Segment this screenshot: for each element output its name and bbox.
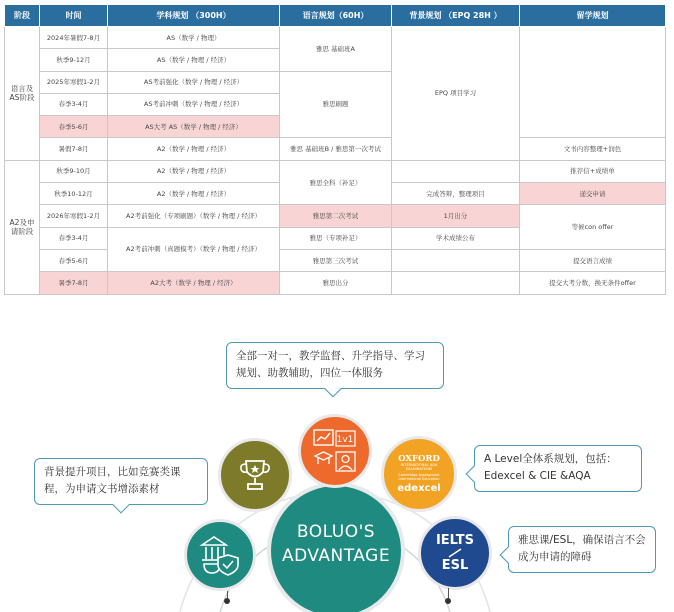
study-abroad-cell: 提交语言成绩 — [520, 249, 666, 271]
esl-label: ESL — [441, 558, 469, 573]
stage-cell: A2及申请阶段 — [5, 160, 40, 294]
background-cell: 学术成绩公布 — [392, 227, 520, 249]
time-cell: 2024年暑假7-8月 — [40, 27, 108, 49]
table-row — [5, 160, 666, 182]
time-cell: 春季5-6月 — [40, 116, 108, 138]
header-subject: 学科规划 （300H） — [108, 5, 280, 27]
table-header-row — [5, 5, 666, 27]
subject-cell: A2（数学 / 物理 / 经济） — [108, 138, 280, 160]
cambridge-logo: Cambridge Assessment International Education — [398, 473, 440, 481]
advantage-infographic — [0, 330, 674, 612]
background-cell — [392, 272, 520, 294]
background-cell: EPQ 项目学习 — [392, 27, 520, 161]
exam-boards-circle — [381, 436, 457, 512]
time-cell: 春季5-6月 — [40, 249, 108, 271]
oxford-logo: OXFORD — [398, 454, 440, 465]
subject-cell: AS（数学 / 物理） — [108, 27, 280, 49]
background-cell — [392, 160, 520, 182]
study-abroad-cell: 递交申请 — [520, 183, 666, 205]
left-dot — [224, 598, 230, 604]
header-stage: 阶段 — [5, 5, 40, 27]
time-cell: 暑假7-8月 — [40, 138, 108, 160]
time-cell: 暑季7-8月 — [40, 272, 108, 294]
subject-cell: A2大考（数学 / 物理 / 经济） — [108, 272, 280, 294]
callout-background-text: 背景提升项目，比如竞赛类课程，为申请文书增添素材 — [44, 466, 181, 496]
header-background: 背景规划 （EPQ 28H ） — [392, 5, 520, 27]
subject-cell: AS（数学 / 物理 / 经济） — [108, 49, 280, 71]
right-dot — [445, 598, 451, 604]
competition-circle — [218, 438, 292, 512]
study-abroad-cell: 推荐信+成绩单 — [520, 160, 666, 182]
time-cell: 秋季9-10月 — [40, 160, 108, 182]
header-language: 语言规划（60H） — [280, 5, 392, 27]
time-cell: 2026年寒假1-2月 — [40, 205, 108, 227]
language-cell: 雅思第三次考试 — [280, 249, 392, 271]
language-cell: 雅思刷题 — [280, 71, 392, 138]
table-row — [5, 272, 666, 294]
oxford-subtitle: INTERNATIONAL AQA EXAMINATIONS — [400, 463, 438, 472]
header-time: 时间 — [40, 5, 108, 27]
slash-divider — [445, 548, 465, 558]
stage-cell: 语言及AS阶段 — [5, 27, 40, 161]
study-abroad-cell: 等候con offer — [520, 205, 666, 250]
header-study-abroad: 留学规划 — [520, 5, 666, 27]
subject-cell: A2考前冲刺（真题模考）（数学 / 物理 / 经济） — [108, 227, 280, 272]
svg-text:1v1: 1v1 — [336, 435, 354, 445]
study-abroad-cell: 提交大考分数，换无条件offer — [520, 272, 666, 294]
table-row — [5, 249, 666, 271]
subject-cell: A2考前强化（专项刷题）（数学 / 物理 / 经济） — [108, 205, 280, 227]
subject-cell: AS大考 AS（数学 / 物理 / 经济） — [108, 116, 280, 138]
building-shield-icon — [198, 533, 242, 577]
subject-cell: AS考前冲刺（数学 / 物理 / 经济） — [108, 93, 280, 115]
one-on-one-circle — [298, 414, 372, 488]
background-cell: 完成答辩，整理项目 — [392, 183, 520, 205]
service-icons — [312, 428, 358, 474]
study-plan-table — [4, 4, 666, 295]
subject-cell: A2（数学 / 物理 / 经济） — [108, 183, 280, 205]
project-circle — [184, 519, 256, 591]
study-abroad-cell: 文书内容整理+润色 — [520, 138, 666, 160]
callout-ielts-text: 雅思课/ESL，确保语言不会成为申请的障碍 — [518, 534, 646, 564]
time-cell: 春季3-4月 — [40, 227, 108, 249]
table-row — [5, 27, 666, 49]
callout-service-text: 全部一对一，教学监督、升学指导、学习规划、助教辅助，四位一体服务 — [236, 350, 425, 380]
ielts-esl-circle — [418, 516, 492, 590]
time-cell: 秋季10-12月 — [40, 183, 108, 205]
center-title-2: ADVANTAGE — [281, 546, 391, 566]
time-cell: 2025年寒假1-2月 — [40, 71, 108, 93]
subject-cell: A2（数学 / 物理 / 经济） — [108, 160, 280, 182]
ielts-label: IELTS — [435, 533, 475, 548]
trophy-icon — [237, 457, 273, 493]
background-cell — [392, 249, 520, 271]
language-cell: 雅思 基础班A — [280, 27, 392, 72]
table-row — [5, 138, 666, 160]
language-cell: 雅思（专项补足） — [280, 227, 392, 249]
edexcel-logo: edexcel — [397, 482, 441, 494]
callout-alevel-text: A Level全体系规划，包括：Edexcel & CIE &AQA — [484, 453, 617, 483]
language-cell: 雅思全科（补足） — [280, 160, 392, 205]
time-cell: 秋季9-12月 — [40, 49, 108, 71]
study-abroad-cell — [520, 27, 666, 138]
center-dome — [267, 482, 405, 612]
subject-cell: AS考前强化（数学 / 物理 / 经济） — [108, 71, 280, 93]
language-cell: 雅思出分 — [280, 272, 392, 294]
table-row — [5, 205, 666, 227]
language-cell: 雅思第二次考试 — [280, 205, 392, 227]
background-cell: 1月出分 — [392, 205, 520, 227]
center-title-1: BOLUO'S — [296, 522, 376, 542]
language-cell: 雅思 基础班B / 雅思第一次考试 — [280, 138, 392, 160]
time-cell: 春季3-4月 — [40, 93, 108, 115]
